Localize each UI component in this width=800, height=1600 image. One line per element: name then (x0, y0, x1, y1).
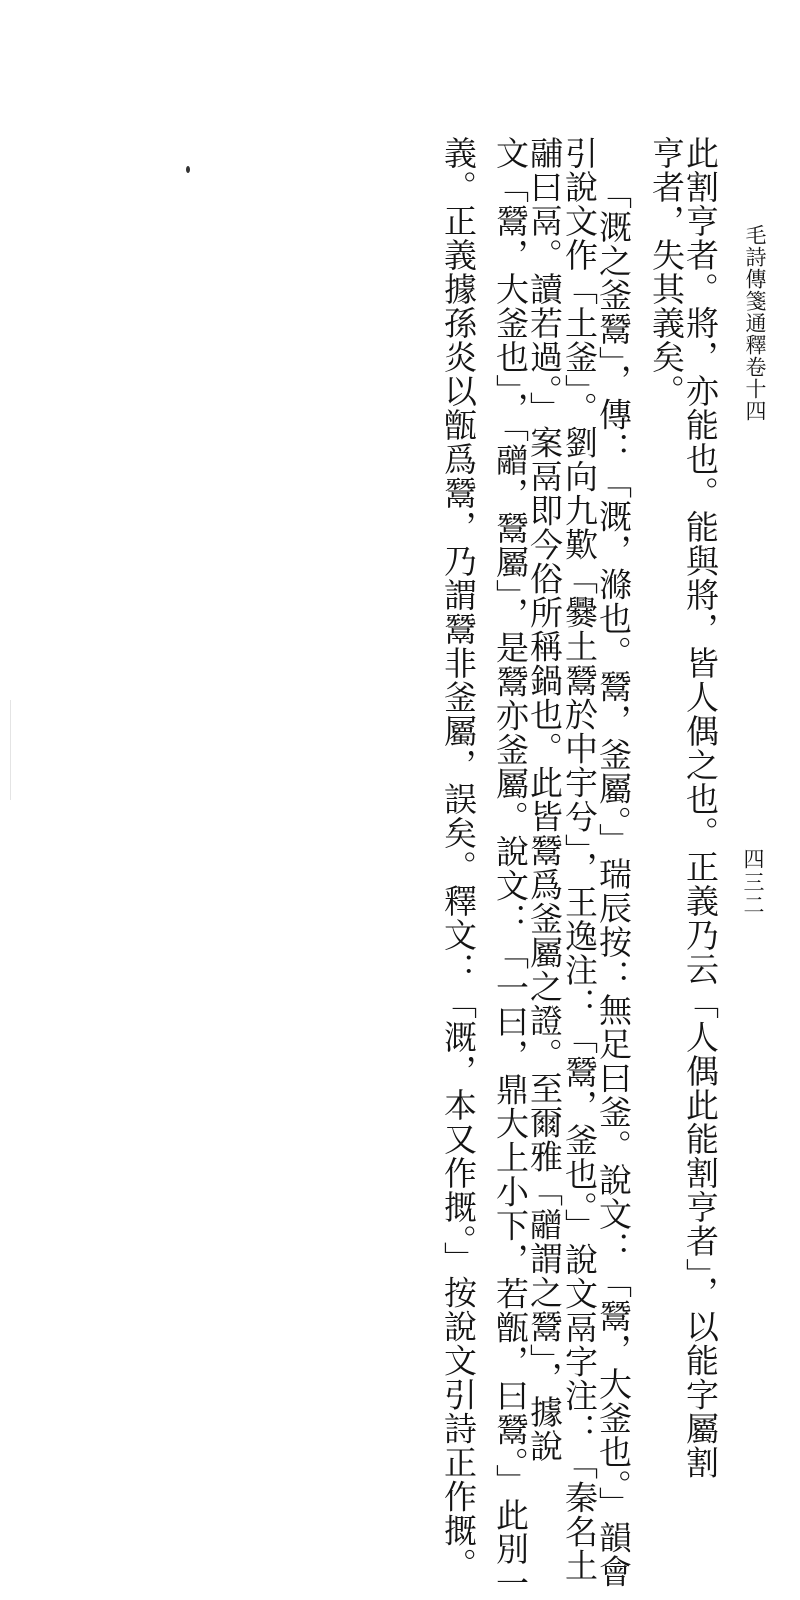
text-column-2: 亨者，失其義矣。 (647, 136, 686, 408)
ink-speck (186, 166, 190, 173)
running-header-title: 毛詩傳箋通釋卷十四 (743, 224, 767, 422)
text-column-7: 義。正義據孫炎以甑爲鬵，乃謂鬵非釜屬，誤矣。釋文：「溉，本又作摡。」按說文引詩正作摡。 (439, 136, 478, 1582)
text-column-4: 引說文作「土釜」。劉向九歎「爨土鬵於中宇兮」，王逸注：「鬵，釜也。」說文鬲字注：「秦名土 (560, 136, 599, 1583)
page-number: 四三二 (741, 848, 765, 917)
text-column-6: 文「鬵，大釜也」，「䰝，鬵屬」，是鬵亦釜屬。說文：「一曰，鼎大上小下，若甑，曰鬵。」此別一 (491, 136, 530, 1600)
text-column-3: 「溉之釜鬵」，傳：「溉，滌也。鬵，釜屬。」瑞辰按：無足曰釜。說文：「鬵，大釜也。」韻會 (594, 176, 633, 1589)
scan-margin-line (10, 700, 11, 800)
text-column-5: 鬴曰鬲。讀若過。」案鬲即今俗所稱鍋也。此皆鬵爲釜屬之證。至爾雅「䰝謂之鬵」，據說 (525, 136, 564, 1463)
text-column-1: 此割亨者。將，亦能也。能與將，皆人偶之也。正義乃云「人偶此能割亨者」，以能字屬割 (681, 136, 720, 1480)
